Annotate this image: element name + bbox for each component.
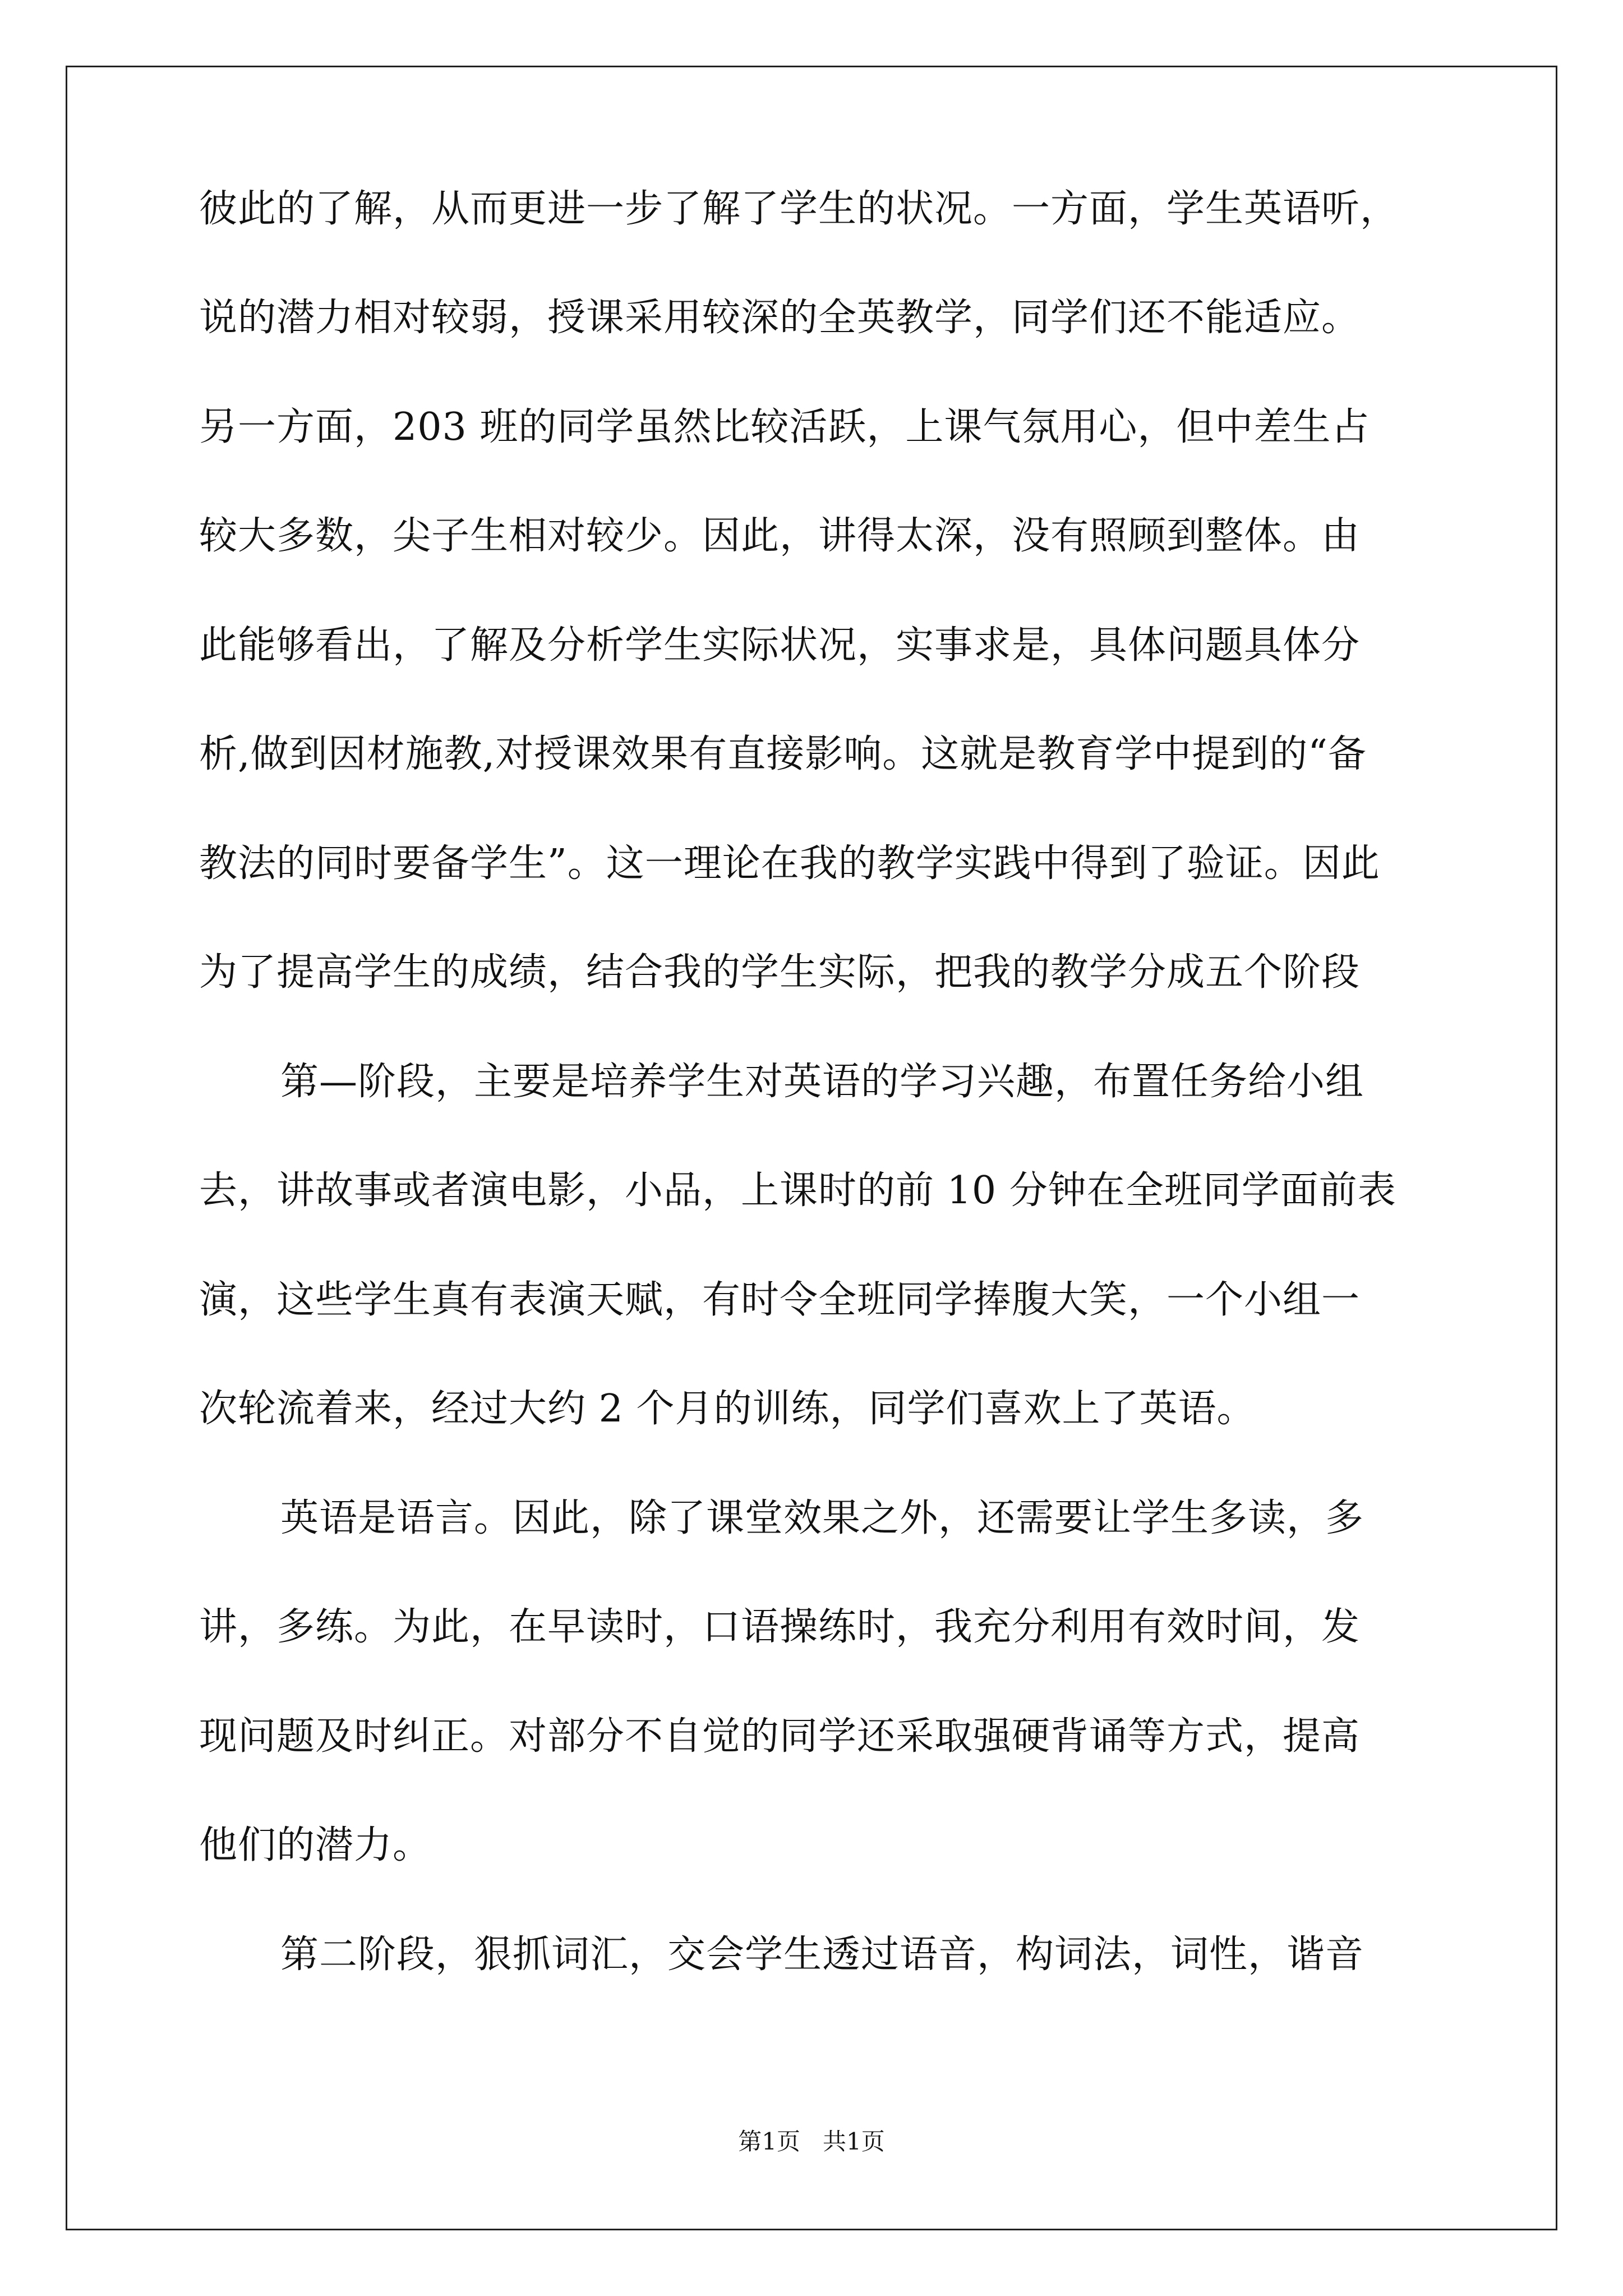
text-line: 为了提高学生的成绩，结合我的学生实际，把我的教学分成五个阶段 — [199, 950, 1361, 995]
text-line: 教法的同时要备学生”。这一理论在我的教学实践中得到了验证。因此 — [199, 841, 1380, 886]
text-line: 另一方面，203 班的同学虽然比较活跃，上课气氛用心，但中差生占 — [199, 405, 1370, 449]
text-line: 较大多数，尖子生相对较少。因此，讲得太深，没有照顾到整体。由 — [199, 514, 1361, 558]
page-border — [66, 66, 1557, 2230]
text-line: 此能够看出，了解及分析学生实际状况，实事求是，具体问题具体分 — [199, 623, 1361, 668]
paragraph-start-line: 第二阶段，狠抓词汇，交会学生透过语音，构词法，词性，谐音 — [280, 1932, 1364, 1977]
text-line: 去，讲故事或者演电影，小品，上课时的前 10 分钟在全班同学面前表 — [199, 1168, 1396, 1213]
page-footer: 第1页 共1页 — [738, 2128, 885, 2155]
text-line: 他们的潜力。 — [199, 1823, 432, 1867]
paragraph-start-line: 第—阶段，主要是培养学生对英语的学习兴趣，布置任务给小组 — [280, 1060, 1364, 1104]
text-line: 现问题及时纠正。对部分不自觉的同学还采取强硬背诵等方式，提高 — [199, 1714, 1361, 1759]
text-line: 演，这些学生真有表演天赋，有时令全班同学捧腹大笑，一个小组一 — [199, 1278, 1361, 1322]
text-line: 讲，多练。为此，在早读时，口语操练时，我充分利用有效时间，发 — [199, 1605, 1361, 1649]
text-line: 彼此的了解，从而更进一步了解了学生的状况。一方面，学生英语听， — [199, 187, 1399, 231]
paragraph-start-line: 英语是语言。因此，除了课堂效果之外，还需要让学生多读，多 — [280, 1496, 1364, 1540]
text-line: 次轮流着来，经过大约 2 个月的训练，同学们喜欢上了英语。 — [199, 1387, 1256, 1431]
text-line: 说的潜力相对较弱，授课采用较深的全英教学，同学们还不能适应。 — [199, 296, 1361, 340]
text-line: 析,做到因材施教,对授课效果有直接影响。这就是教育学中提到的“备 — [199, 732, 1367, 776]
